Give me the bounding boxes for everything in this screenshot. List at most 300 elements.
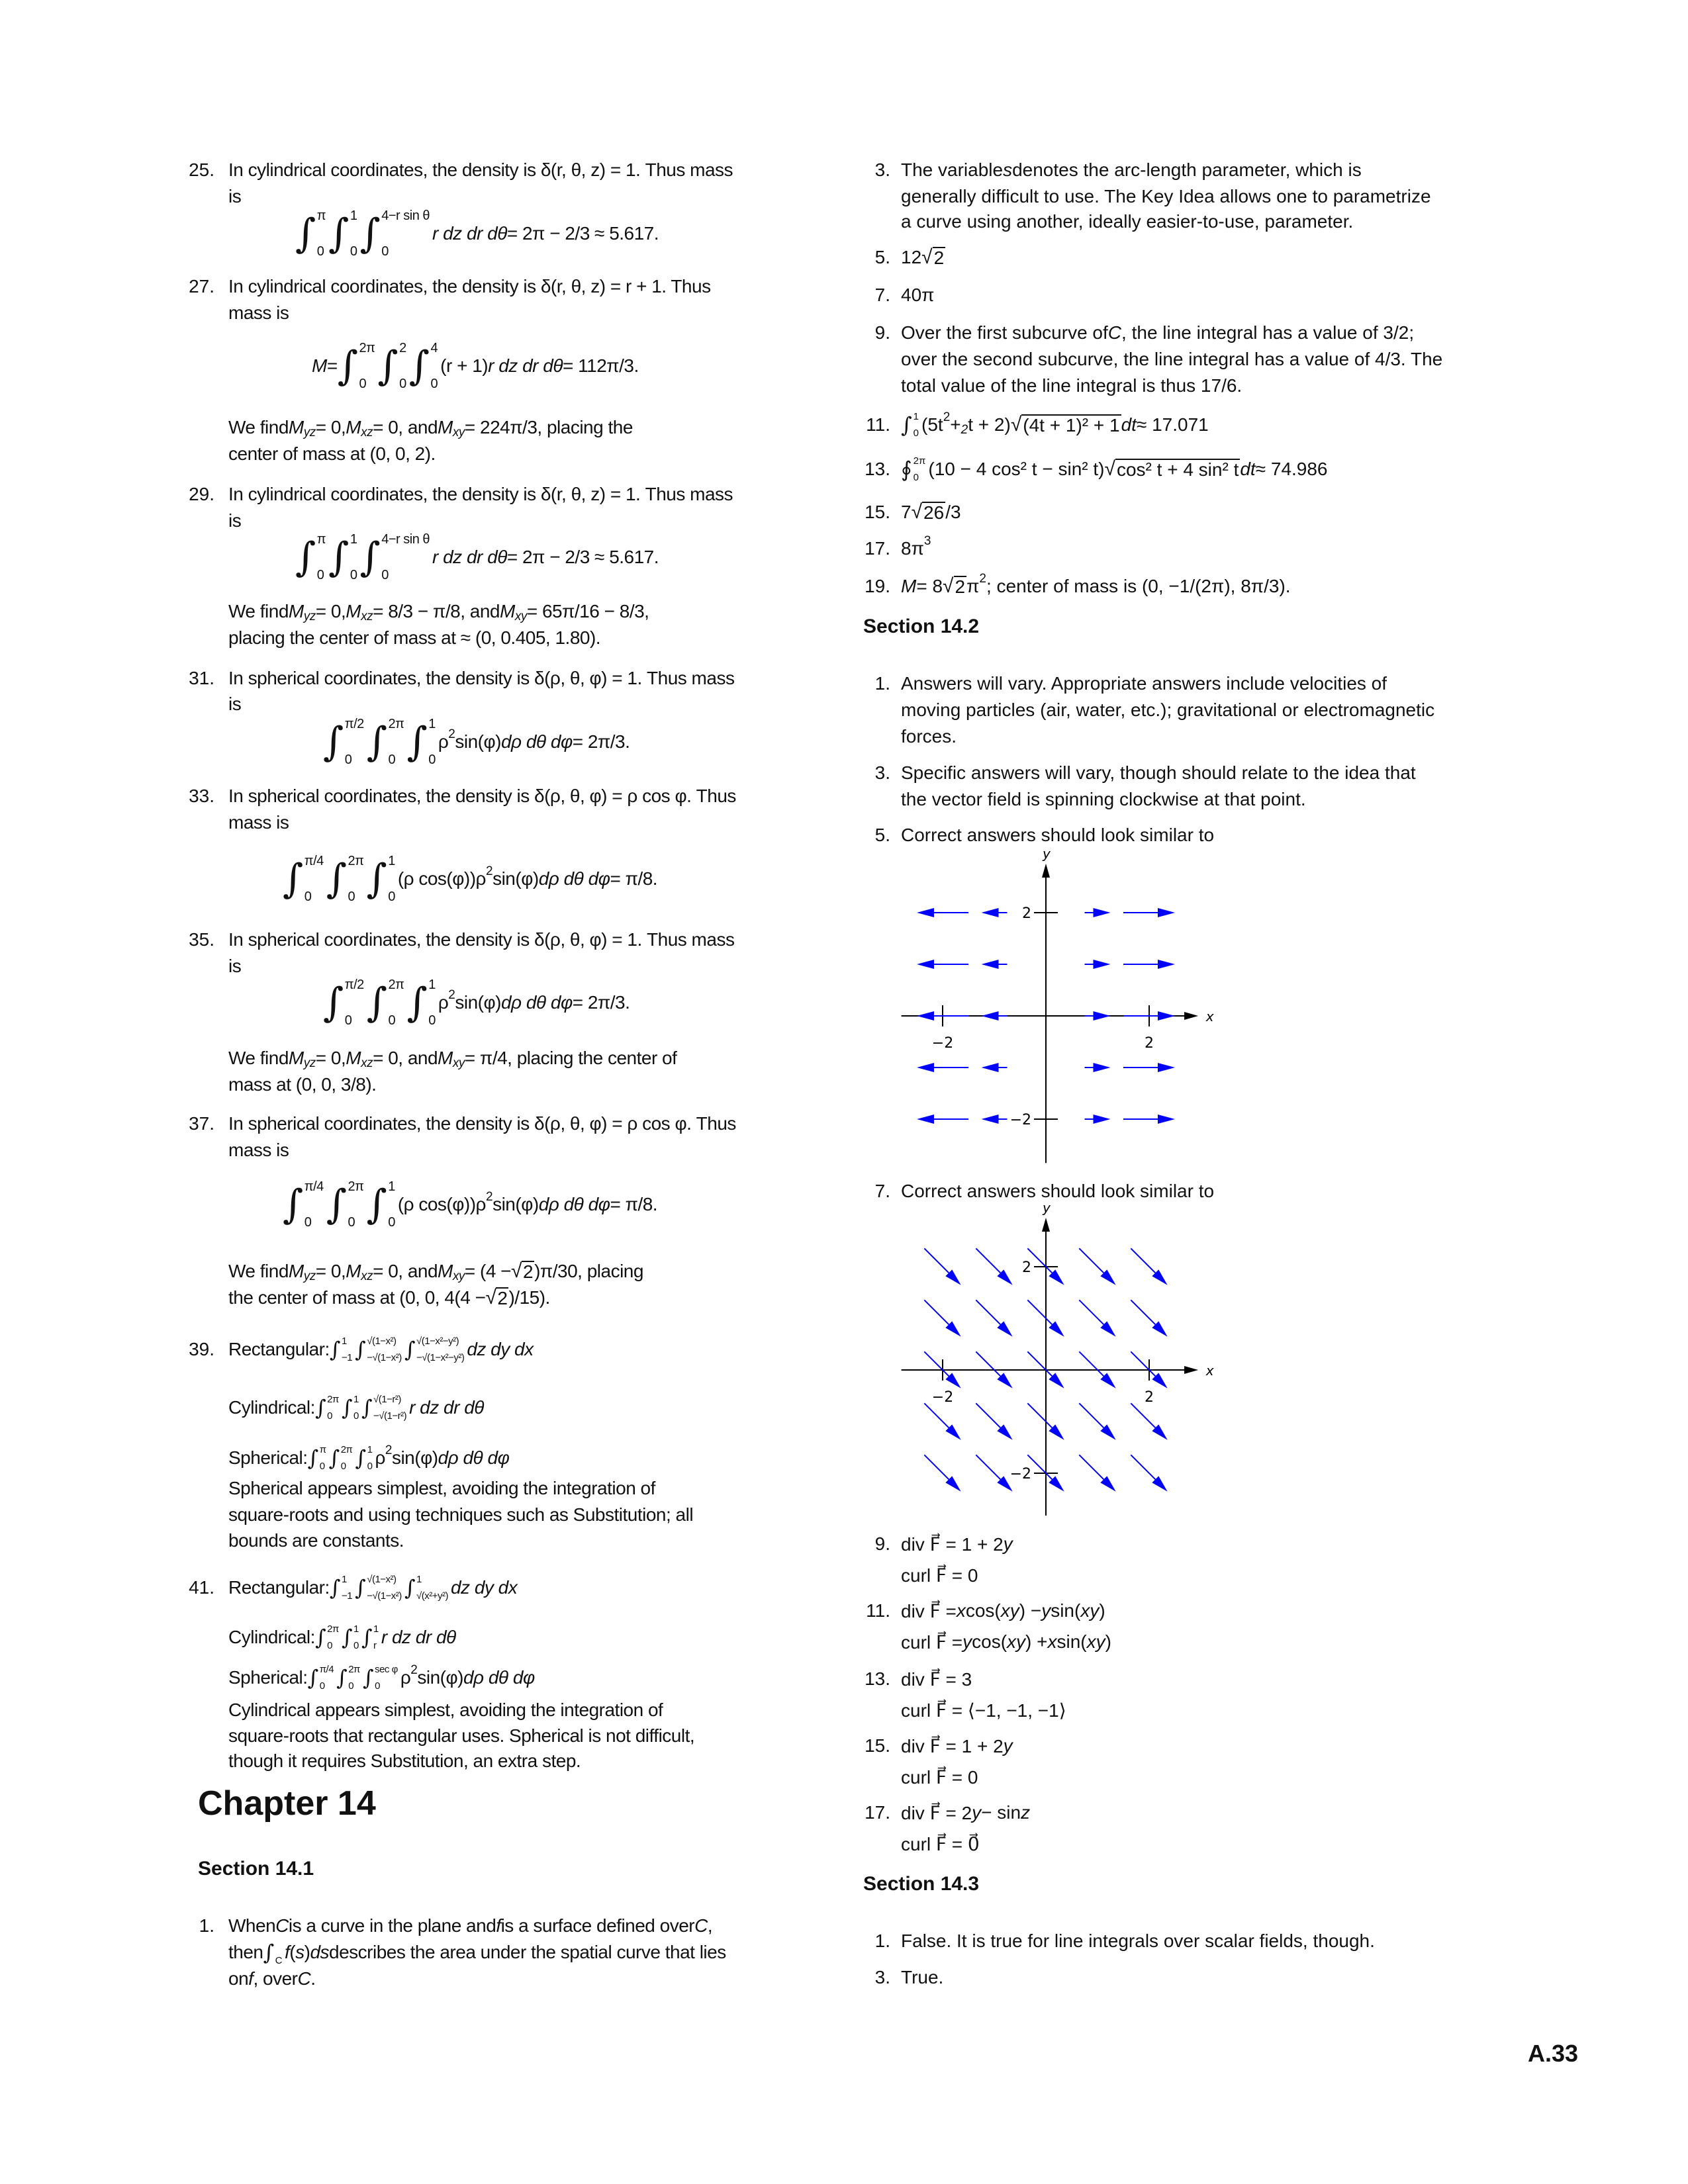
math-variable: xy: [1000, 1600, 1019, 1621]
math-text: = 0,: [315, 417, 346, 437]
upper-limit: π: [316, 208, 326, 223]
math-variable: M: [346, 1261, 361, 1281]
math-text: cos(: [965, 1600, 1001, 1621]
exercise-number: 3.: [874, 1967, 890, 1987]
math-text: = 224π/3, placing the: [464, 417, 633, 437]
lower-limit: 0: [348, 889, 355, 904]
math-text: = 0, and: [373, 1048, 438, 1068]
math-variable: dρ dθ dφ: [538, 868, 610, 889]
vector-arrow: [1079, 1455, 1115, 1491]
integral-sign-icon: ∫: [406, 719, 428, 765]
math-text: Rectangular:: [228, 1339, 330, 1359]
math-variable: r dz dr dθ: [488, 355, 563, 376]
lower-limit: 0: [381, 244, 389, 259]
math-text: (ρ cos(φ))ρ: [397, 1194, 486, 1214]
integral-limits: [399, 341, 406, 390]
vector-arrow: [917, 1063, 968, 1072]
integral-sign-icon: ∫: [366, 979, 387, 1026]
radical-sign-icon: √: [1010, 414, 1022, 435]
math-text: The variable: [901, 159, 1004, 180]
answer-line: [901, 534, 931, 560]
inline-integral: [315, 1624, 339, 1651]
answer-line: [901, 159, 1362, 181]
math-text: Spherical:: [228, 1667, 308, 1688]
vector-arrow: [917, 960, 968, 969]
integral-limits: [353, 1394, 359, 1421]
square-root: [1011, 414, 1121, 435]
arrow-shaft: [924, 1300, 949, 1324]
answer-line: [901, 246, 945, 269]
answer-line: [228, 1047, 677, 1069]
math-text: sin(φ): [455, 992, 501, 1013]
upper-limit: 2π: [348, 1664, 360, 1675]
math-text: = π/4, placing the center of: [464, 1048, 677, 1068]
math-text: We find: [228, 417, 289, 437]
math-variable: dρ dθ dφ: [538, 1194, 610, 1214]
integral-limits: [305, 1180, 324, 1229]
subscript: xz: [361, 1056, 373, 1070]
integral-limits: [367, 1574, 402, 1601]
lower-limit: 0: [367, 1461, 373, 1472]
answer-line: [228, 1336, 534, 1363]
math-text: sin(φ): [492, 1194, 539, 1214]
integral-limits: [345, 717, 364, 766]
answer-line: [228, 1073, 376, 1096]
math-text: Rectangular:: [228, 1577, 330, 1598]
math-text: ,: [707, 1915, 713, 1936]
integral-sign-icon: ∫: [329, 1575, 340, 1600]
math-text: − sin: [981, 1802, 1021, 1823]
integral-limits: [914, 412, 919, 438]
math-text: We find: [228, 601, 289, 621]
definite-integral: [366, 854, 395, 903]
integral-limits: [388, 1180, 395, 1229]
integral-limits: [345, 978, 364, 1027]
integral-limits: [348, 1180, 364, 1229]
lower-limit: 0: [348, 1680, 354, 1692]
math-variable: M: [288, 1048, 304, 1068]
subscript: xz: [361, 610, 373, 623]
lower-limit: −√(1−x²): [367, 1590, 402, 1602]
math-text: bounds are constants.: [228, 1530, 404, 1551]
answer-line: [228, 1915, 712, 1937]
math-text: sin(: [1056, 1631, 1087, 1652]
math-variable: dρ dθ dφ: [438, 1447, 510, 1468]
radical-sign-icon: √: [1104, 458, 1115, 480]
definite-integral: [328, 533, 357, 582]
math-variable: z: [1021, 1802, 1031, 1823]
math-text: = 2π − 2/3 ≈ 5.617.: [506, 223, 659, 244]
arrow-shaft: [1131, 1300, 1155, 1324]
math-text: ≈ 74.986: [1255, 459, 1328, 479]
lower-limit: 0: [316, 244, 324, 259]
integral-limits: [327, 1394, 339, 1421]
arrow-shaft: [1131, 1351, 1155, 1376]
math-text: Correct answers should look similar to: [901, 1181, 1215, 1201]
math-text: curl F⃗ = 0⃗: [901, 1833, 980, 1854]
definite-integral: [366, 1180, 395, 1229]
integral-sign-icon: ∫: [366, 856, 387, 902]
exercise-number: 33.: [189, 786, 214, 806]
math-text: In spherical coordinates, the density is δ(ρ, θ, φ) = ρ cos φ. Thus: [228, 1113, 736, 1134]
upper-limit: 2π: [359, 341, 375, 355]
math-variable: y: [962, 1631, 972, 1652]
exercise-number: 17.: [865, 1802, 890, 1823]
exercise-number: 35.: [189, 929, 214, 950]
section-14-3-heading: Section 14.3: [863, 1873, 980, 1895]
integral-sign-icon: ∫: [901, 412, 912, 437]
answer-line: [901, 572, 1291, 598]
math-text: = 2π − 2/3 ≈ 5.617.: [506, 547, 659, 567]
inline-integral: [355, 1574, 402, 1601]
x-axis-label: x: [1205, 1363, 1214, 1379]
superscript: 2: [448, 988, 455, 1002]
math-variable: r dz dr dθ: [381, 1627, 456, 1647]
math-text: Specific answers will vary, though should relate to the idea that: [901, 762, 1416, 783]
upper-limit: 2π: [388, 978, 404, 992]
math-variable: dρ dθ dφ: [500, 992, 573, 1013]
math-variable: r dz dr dθ: [409, 1397, 484, 1418]
arrow-shaft: [1027, 1351, 1052, 1376]
integral-limits: [373, 1624, 379, 1651]
math-text: ) −: [1019, 1600, 1042, 1621]
integral-limits: [350, 209, 357, 258]
integral-limits: [327, 1624, 339, 1651]
lower-limit: 0: [304, 1215, 312, 1230]
math-variable: dρ dθ dφ: [500, 731, 573, 752]
answer-line: [901, 1966, 943, 1989]
answer-line: [228, 785, 736, 807]
arrow-shaft: [1079, 1351, 1103, 1376]
math-text: )/15).: [508, 1287, 550, 1308]
answer-line: [228, 159, 733, 181]
square-root: [912, 502, 946, 523]
math-text: 40π: [901, 285, 935, 305]
answer-line: [901, 1600, 1105, 1622]
superscript: 2: [448, 727, 455, 741]
math-text: Spherical appears simplest, avoiding the integration of: [228, 1478, 655, 1498]
upper-limit: π/4: [304, 854, 324, 868]
subscript: xz: [361, 426, 373, 439]
answer-line: [901, 1699, 1066, 1721]
integral-sign-icon: ∫: [366, 719, 387, 765]
integral-limits: [416, 1336, 464, 1363]
math-text: False. It is true for line integrals over scalar fields, though.: [901, 1931, 1375, 1951]
lower-limit: −1: [341, 1352, 353, 1363]
math-variable: M: [312, 355, 327, 376]
math-text: Cylindrical:: [228, 1627, 315, 1647]
answer-line: [228, 1968, 315, 1990]
upper-limit: 1: [353, 1623, 359, 1635]
exercise-number: 11.: [866, 1600, 890, 1621]
answer-line: [901, 348, 1442, 371]
radical-sign-icon: √: [485, 1287, 496, 1308]
exercise-number: 39.: [189, 1339, 214, 1359]
math-text: curl F⃗ = 0: [901, 1766, 978, 1788]
math-variable: M: [346, 601, 361, 621]
lower-limit: 0: [388, 1013, 396, 1028]
math-text: π: [966, 576, 980, 596]
lower-limit: 0: [350, 568, 357, 582]
answer-line: [228, 1939, 726, 1966]
page-number: A.33: [1527, 2040, 1578, 2067]
math-variable: y: [1003, 1735, 1013, 1756]
math-variable: C: [297, 1968, 311, 1989]
math-variable: dt: [1240, 459, 1256, 479]
integral-sign-icon: ∫: [408, 343, 430, 389]
math-text: 7: [901, 502, 912, 522]
exercise-number: 9.: [874, 322, 890, 343]
integral-sign-icon: ∫: [314, 1395, 326, 1420]
inline-integral: [308, 1664, 334, 1691]
arrow-shaft: [976, 1300, 1000, 1324]
integral-sign-icon: ∫: [355, 1337, 366, 1362]
y-axis-label: y: [1043, 1205, 1051, 1216]
integral-sign-icon: ∫: [323, 719, 344, 765]
radicand: 26: [923, 502, 945, 523]
lower-limit: 0: [327, 1640, 332, 1651]
vector-arrow: [1085, 1115, 1111, 1124]
math-text: square-roots that rectangular uses. Spherical is not difficult,: [228, 1725, 695, 1746]
lower-limit: 0: [913, 428, 919, 439]
integral-limits: [342, 1336, 352, 1363]
vector-arrow: [1131, 1300, 1167, 1336]
lower-limit: 0: [428, 752, 436, 767]
integral-sign-icon: ∫: [323, 979, 344, 1026]
exercise-number: 19.: [865, 576, 890, 596]
lower-limit: 0: [319, 1680, 325, 1692]
math-variable: C: [1107, 322, 1122, 343]
vector-field-plot-7: [874, 1205, 1231, 1516]
math-text: = 0,: [315, 601, 346, 621]
lower-limit: −√(1−x²−y²): [416, 1352, 465, 1363]
math-variable: y: [1041, 1600, 1051, 1621]
arrow-head-icon: [982, 1011, 999, 1021]
exercise-number: 29.: [189, 484, 214, 504]
math-text: square-roots and using techniques such as Substitution; all: [228, 1504, 694, 1525]
answer-line: [228, 1725, 694, 1747]
display-equation: [283, 854, 657, 903]
lower-limit: 0: [353, 1640, 359, 1651]
answer-line: [901, 456, 1328, 482]
inline-integral: [308, 1445, 326, 1471]
upper-limit: 2π: [348, 854, 364, 868]
display-equation: [312, 341, 639, 390]
math-variable: M: [438, 1261, 453, 1281]
y-tick-label: 2: [1022, 905, 1031, 922]
vector-arrow: [976, 1403, 1012, 1439]
upper-limit: 2π: [327, 1394, 339, 1405]
integral-sign-icon: ∫: [366, 1181, 387, 1228]
integral-limits: [428, 717, 436, 766]
answer-line: [228, 667, 734, 690]
vector-arrow: [1085, 1011, 1111, 1021]
math-text: is a curve in the plane and: [288, 1915, 496, 1936]
integral-limits: [373, 1394, 406, 1421]
math-text: ): [1099, 1600, 1105, 1621]
integral-sign-icon: ∫: [377, 343, 399, 389]
lower-limit: 0: [388, 889, 395, 904]
answer-line: [901, 762, 1416, 784]
arrow-shaft: [1131, 1248, 1155, 1273]
arrow-shaft: [976, 1455, 1000, 1479]
math-variable: M: [438, 1048, 453, 1068]
answer-line: [228, 1750, 581, 1772]
y-tick-label: −2: [1009, 1466, 1031, 1482]
definite-integral: [328, 209, 357, 258]
math-text: div F⃗ = 2: [901, 1802, 972, 1823]
math-text: sin(φ): [455, 731, 501, 752]
upper-limit: 1: [350, 532, 357, 547]
definite-integral: [377, 341, 406, 390]
math-text: denotes the arc-length parameter, which is: [1012, 159, 1362, 180]
definite-integral: [367, 717, 404, 766]
arrow-head-icon: [982, 1115, 999, 1124]
vector-arrow: [924, 1248, 961, 1285]
arrow-shaft: [976, 1403, 1000, 1428]
arrow-head-icon: [917, 1063, 934, 1072]
definite-integral: [283, 854, 324, 903]
section-14-2-heading: Section 14.2: [863, 615, 980, 637]
subscript: xy: [452, 1056, 465, 1070]
math-text: = 8: [916, 576, 943, 596]
math-variable: s: [1003, 159, 1013, 180]
math-text: In spherical coordinates, the density is δ(ρ, θ, φ) = 1. Thus mass: [228, 929, 735, 950]
exercise-number: 15.: [865, 502, 890, 522]
exercise-number: 5.: [874, 825, 890, 845]
integral-sign-icon: ∫: [326, 856, 347, 902]
integral-sign-icon: ∫: [326, 1181, 347, 1228]
exercise-number: 27.: [189, 276, 214, 296]
math-variable: M: [288, 417, 304, 437]
integral-sign-icon: ∫: [341, 1625, 352, 1650]
answer-line: [901, 1801, 1030, 1824]
math-text: is: [228, 694, 242, 714]
answer-line: [901, 185, 1431, 208]
vector-arrow: [976, 1248, 1012, 1285]
definite-integral: [323, 717, 364, 766]
integral-sign-icon: ∮: [901, 457, 912, 482]
math-text: placing the center of mass at ≈ (0, 0.405, 1.80).: [228, 627, 601, 648]
arrow-shaft: [1079, 1300, 1103, 1324]
superscript: 2: [979, 572, 986, 586]
lower-limit: 0: [304, 889, 312, 904]
lower-limit: 0: [319, 1461, 325, 1472]
x-axis-arrow-icon: [1184, 1366, 1198, 1374]
vector-arrow: [917, 1115, 968, 1124]
math-text: , the line integral has a value of 3/2;: [1121, 322, 1415, 343]
integral-limits: [381, 533, 430, 582]
math-variable: M: [288, 601, 304, 621]
math-variable: s: [295, 1942, 305, 1962]
arrow-head-icon: [1158, 960, 1175, 969]
math-variable: y: [972, 1802, 982, 1823]
integral-sign-icon: ∫: [361, 1625, 372, 1650]
math-text: the center of mass at (0, 0, 4(4 −: [228, 1287, 486, 1308]
math-text: /3: [945, 502, 961, 522]
answer-line: [901, 1564, 978, 1586]
integral-sign-icon: ∫: [314, 1625, 326, 1650]
contour-integral: [901, 456, 925, 482]
exercise-number: 3.: [874, 159, 890, 180]
answer-line: [228, 1445, 509, 1471]
integral-limits: [389, 717, 404, 766]
lower-limit: 0: [353, 1410, 359, 1422]
exercise-number: 31.: [189, 668, 214, 688]
integral-sign-icon: ∫: [404, 1575, 415, 1600]
display-equation: [295, 533, 659, 582]
math-text: sin(φ): [391, 1447, 438, 1468]
math-text: mass is: [228, 302, 289, 323]
integral-sign-icon: ∫: [337, 343, 358, 389]
section-14-1-heading: Section 14.1: [198, 1858, 314, 1880]
answer-line: [228, 1529, 404, 1552]
display-equation: [283, 1180, 657, 1229]
math-text: = 8/3 − π/8, and: [373, 601, 500, 621]
inline-integral: [361, 1624, 379, 1651]
answer-line: [901, 1180, 1214, 1203]
x-tick-label: 2: [1145, 1035, 1154, 1052]
math-variable: ds: [310, 1942, 330, 1962]
math-text: ) +: [1025, 1631, 1048, 1652]
arrow-shaft: [1079, 1403, 1103, 1428]
integral-sign-icon: ∫: [404, 1337, 415, 1362]
math-text: In cylindrical coordinates, the density is δ(r, θ, z) = 1. Thus mass: [228, 484, 733, 504]
integral-sign-icon: ∫: [406, 979, 428, 1026]
superscript: 2: [486, 864, 493, 878]
definite-integral: [406, 717, 435, 766]
exercise-number: 13.: [865, 459, 890, 479]
math-text: the vector field is spinning clockwise at that point.: [901, 789, 1306, 809]
math-text: Over the first subcurve of: [901, 322, 1108, 343]
integral-limits: [320, 1664, 334, 1691]
lower-limit: r: [373, 1640, 377, 1651]
y-tick-label: 2: [1022, 1259, 1031, 1276]
inline-integral: [315, 1394, 339, 1421]
upper-limit: 1: [388, 1179, 395, 1194]
vector-arrow: [1079, 1300, 1115, 1336]
y-tick-label: −2: [1009, 1112, 1031, 1128]
upper-limit: 2π: [388, 717, 404, 731]
arrow-shaft: [976, 1351, 1000, 1376]
x-axis-arrow-icon: [1184, 1012, 1198, 1020]
math-text: total value of the line integral is thus 17/6.: [901, 375, 1243, 396]
math-text: curl F⃗ = 0: [901, 1565, 978, 1586]
answer-line: [228, 955, 241, 978]
math-text: (ρ cos(φ))ρ: [397, 868, 486, 889]
lower-limit: 0: [359, 377, 367, 391]
arrow-head-icon: [1094, 960, 1111, 969]
exercise-number: 17.: [865, 538, 890, 559]
integral-limits: [350, 533, 357, 582]
lower-limit: 0: [327, 1410, 332, 1422]
arrow-head-icon: [917, 1115, 934, 1124]
math-text: (: [289, 1942, 296, 1962]
x-tick-label: −2: [931, 1389, 954, 1406]
inline-integral: [355, 1445, 372, 1471]
math-text: In spherical coordinates, the density is δ(ρ, θ, φ) = ρ cos φ. Thus: [228, 786, 736, 806]
arrow-shaft: [1131, 1403, 1155, 1428]
answer-line: [228, 510, 241, 532]
math-variable: f: [496, 1915, 501, 1936]
math-text: ρ: [400, 1667, 411, 1688]
display-equation: [323, 978, 630, 1027]
upper-limit: 4: [430, 341, 438, 355]
square-root: [943, 576, 966, 597]
math-text: = 65π/16 − 8/3,: [526, 601, 649, 621]
math-variable: xy: [1007, 1631, 1026, 1652]
integral-sign-icon: ∫: [307, 1445, 318, 1471]
